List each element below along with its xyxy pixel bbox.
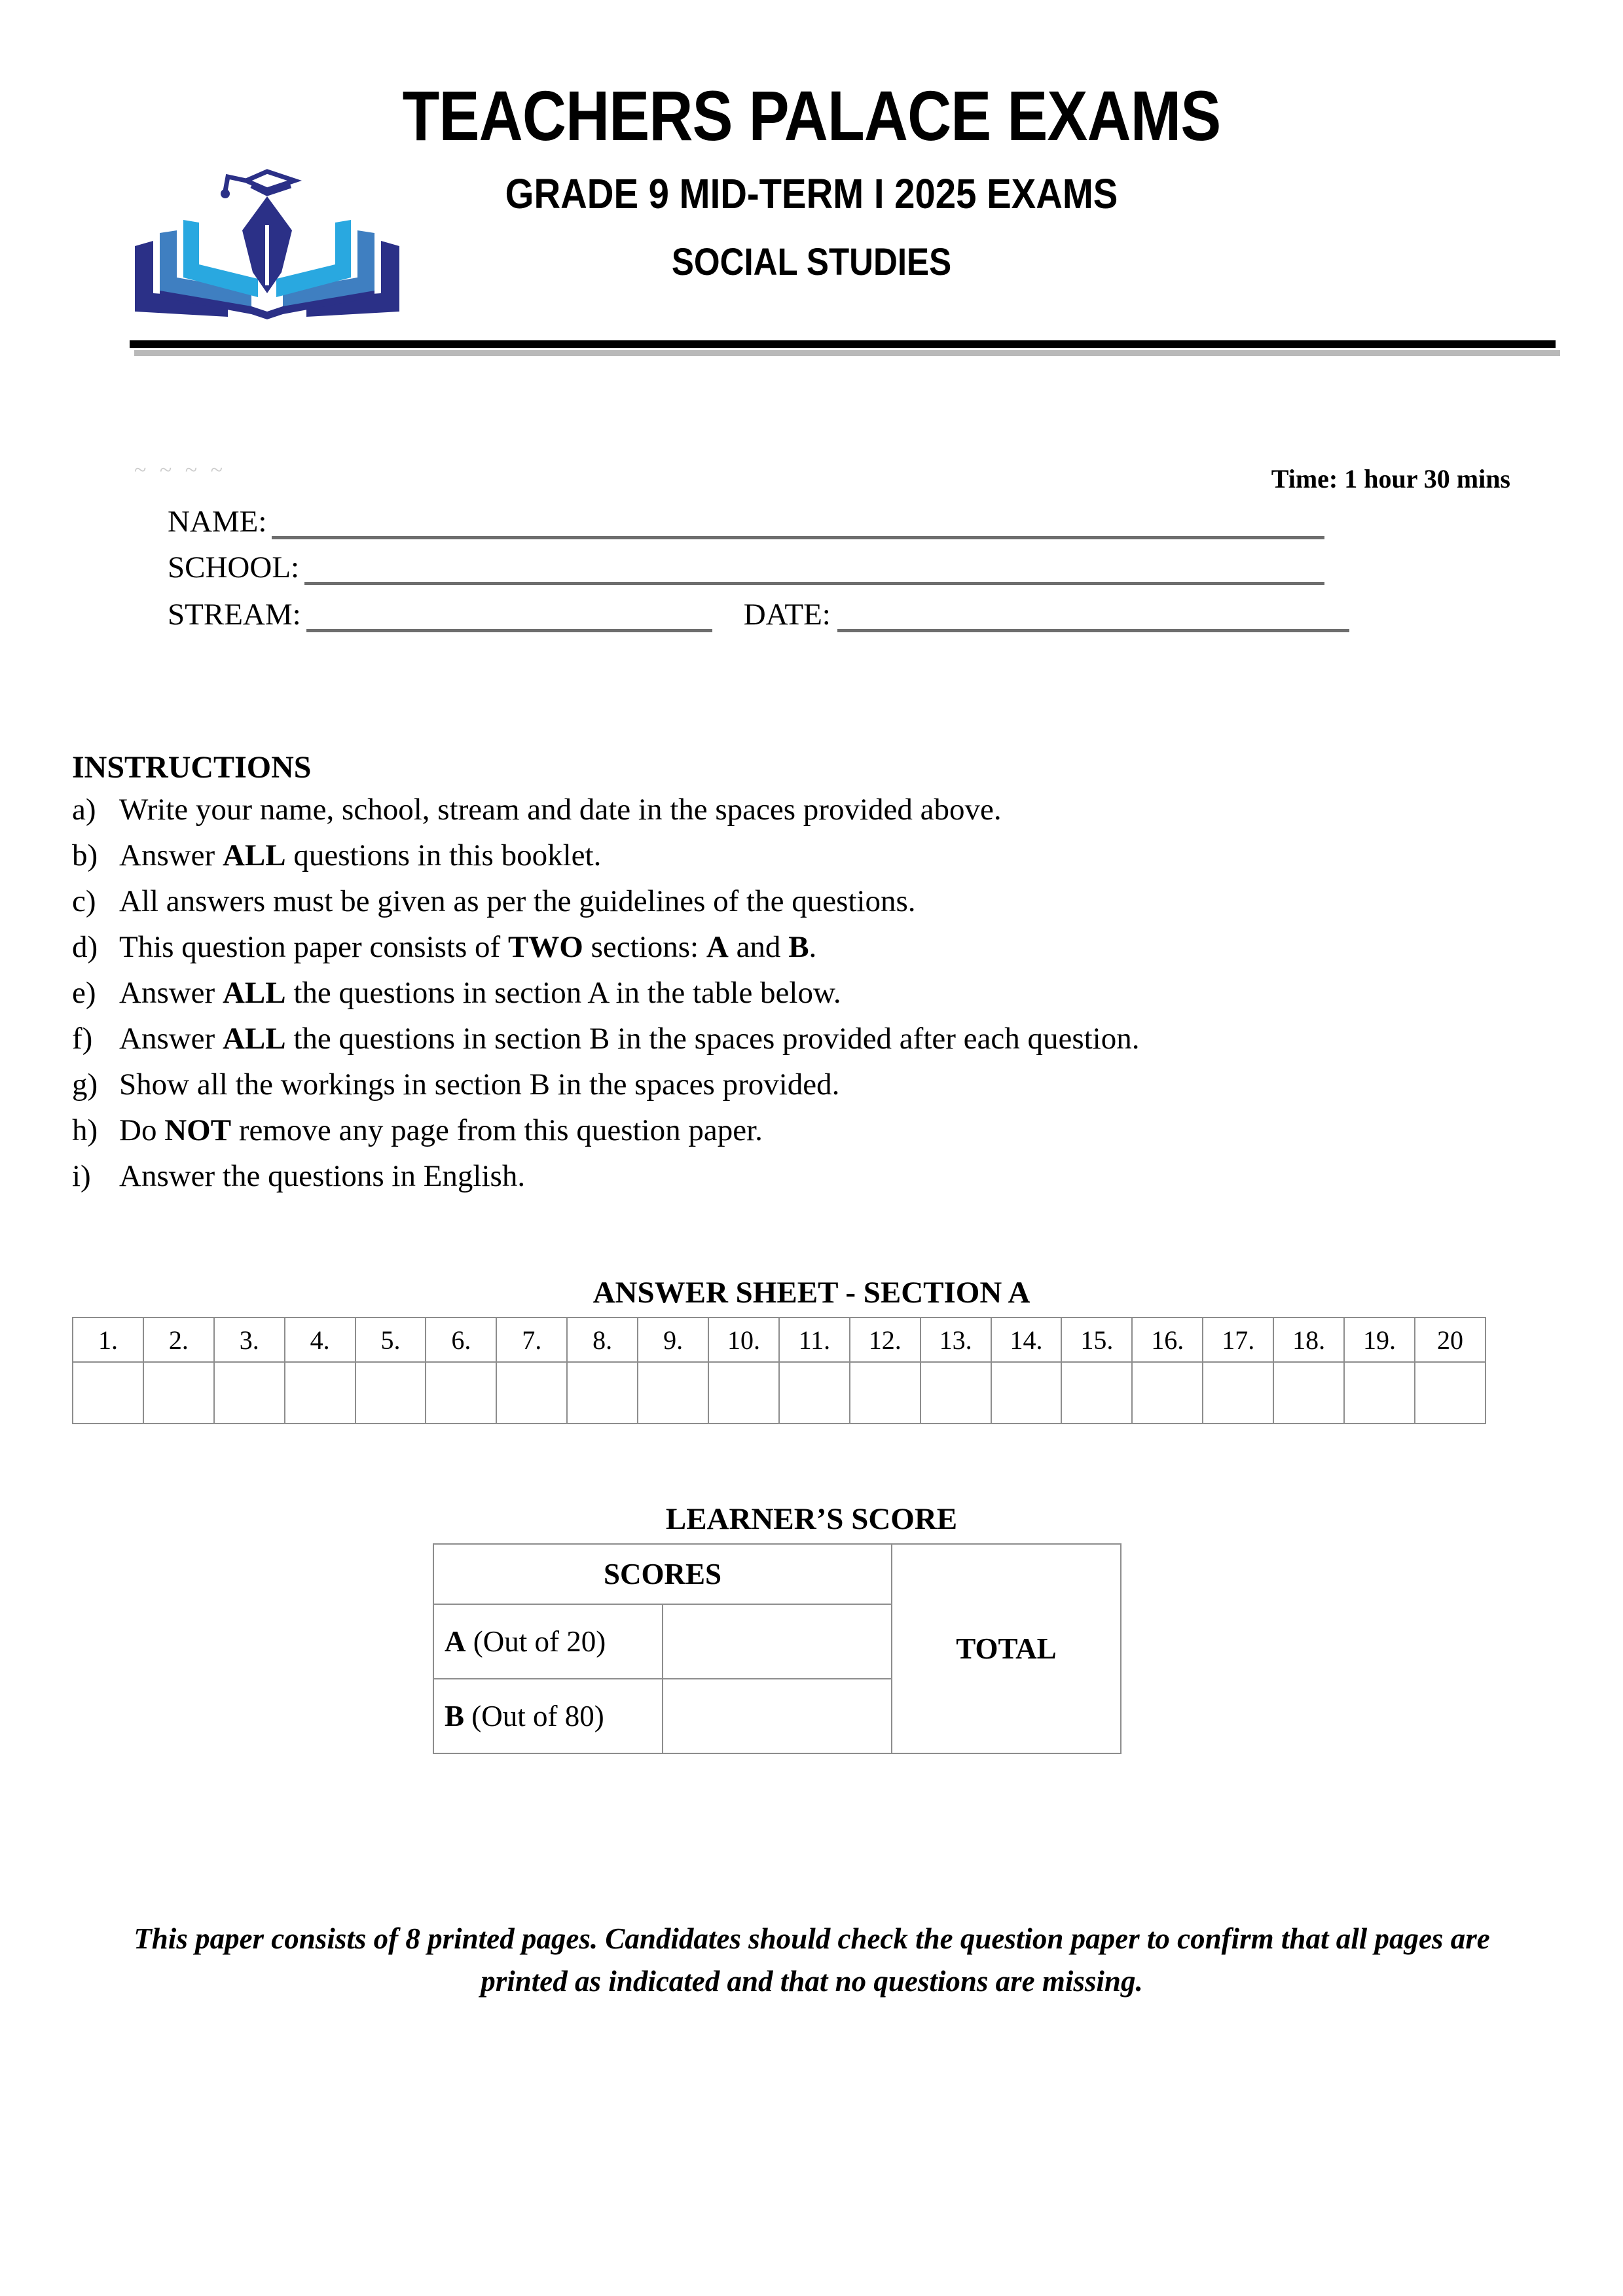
- date-input[interactable]: [837, 603, 1349, 632]
- answer-number-cell: 2.: [143, 1318, 214, 1362]
- name-field-row: [168, 504, 1324, 539]
- instruction-marker: c): [72, 884, 96, 918]
- instruction-text: Answer ALL questions in this booklet.: [119, 838, 602, 872]
- answer-entry-cell[interactable]: [1132, 1362, 1203, 1424]
- page-count-note: This paper consists of 8 printed pages. Candidates should check the question paper to confirm that all pages are printed as indicated and that no questions are missing.: [134, 1922, 1490, 1998]
- section-b-letter: B: [445, 1700, 465, 1732]
- answer-sheet-heading: ANSWER SHEET - SECTION A: [593, 1276, 1030, 1310]
- answer-entry-cell[interactable]: [708, 1362, 779, 1424]
- instruction-text: Answer the questions in English.: [119, 1159, 526, 1193]
- answer-entry-cell[interactable]: [921, 1362, 991, 1424]
- date-label: DATE:: [743, 598, 831, 632]
- stream-date-field-row: [168, 597, 1349, 632]
- instruction-item: [72, 886, 1565, 917]
- section-a-letter: A: [445, 1625, 466, 1658]
- answer-number-cell: 15.: [1061, 1318, 1132, 1362]
- answer-entry-cell[interactable]: [1203, 1362, 1273, 1424]
- open-book-pen-graduation-cap-logo-icon: [130, 162, 405, 332]
- answer-number-cell: 7.: [496, 1318, 567, 1362]
- score-header-row: [433, 1544, 1121, 1604]
- scan-artifact: ~ ~ ~ ~: [134, 458, 227, 480]
- answer-number-cell: 11.: [779, 1318, 850, 1362]
- stream-label: STREAM:: [168, 598, 301, 632]
- total-column-header: TOTAL: [956, 1632, 1057, 1665]
- section-a-max: (Out of 20): [465, 1625, 606, 1658]
- section-b-score-input[interactable]: [663, 1679, 892, 1753]
- section-a-score-input[interactable]: [663, 1604, 892, 1679]
- instruction-item: [72, 1024, 1565, 1054]
- section-a-label: [433, 1604, 663, 1679]
- instruction-marker: f): [72, 1022, 93, 1056]
- instruction-item: [72, 1069, 1565, 1100]
- stream-input[interactable]: [306, 603, 712, 632]
- header-rule-shadow: [134, 350, 1560, 356]
- answer-entry-cell[interactable]: [496, 1362, 567, 1424]
- answer-number-cell: 14.: [991, 1318, 1062, 1362]
- school-field-row: [168, 550, 1324, 585]
- total-score-cell[interactable]: [892, 1544, 1121, 1753]
- answer-entry-cell[interactable]: [214, 1362, 285, 1424]
- instruction-item: [72, 978, 1565, 1009]
- instruction-text: Answer ALL the questions in section B in the spaces provided after each question.: [119, 1022, 1140, 1056]
- answer-number-cell: 9.: [638, 1318, 708, 1362]
- page-title: TEACHERS PALACE EXAMS: [402, 76, 1221, 155]
- answer-entry-cell[interactable]: [356, 1362, 426, 1424]
- instruction-marker: g): [72, 1067, 98, 1102]
- answer-entry-cell[interactable]: [779, 1362, 850, 1424]
- learners-score-heading: LEARNER’S SCORE: [665, 1502, 958, 1536]
- instruction-marker: b): [72, 838, 98, 872]
- answer-number-cell: 20: [1415, 1318, 1486, 1362]
- instruction-marker: d): [72, 930, 98, 964]
- instruction-item: [72, 840, 1565, 871]
- instruction-text: Write your name, school, stream and date in the spaces provided above.: [119, 793, 1002, 827]
- instruction-marker: i): [72, 1159, 91, 1193]
- instruction-text: Do NOT remove any page from this question paper.: [119, 1113, 763, 1147]
- answer-number-cell: 16.: [1132, 1318, 1203, 1362]
- section-b-max: (Out of 80): [464, 1700, 604, 1732]
- exam-subject: SOCIAL STUDIES: [671, 240, 952, 283]
- instruction-item: [72, 1161, 1565, 1192]
- answer-entry-cell[interactable]: [991, 1362, 1062, 1424]
- header-divider: [130, 340, 1556, 348]
- answer-number-cell: 17.: [1203, 1318, 1273, 1362]
- answer-number-cell: 12.: [850, 1318, 921, 1362]
- answer-number-cell: 5.: [356, 1318, 426, 1362]
- answer-entry-cell[interactable]: [73, 1362, 143, 1424]
- answer-number-cell: 4.: [285, 1318, 356, 1362]
- exam-subtitle: GRADE 9 MID-TERM I 2025 EXAMS: [505, 170, 1118, 218]
- exam-duration: Time: 1 hour 30 mins: [1271, 464, 1510, 493]
- answer-entry-cell[interactable]: [1344, 1362, 1415, 1424]
- instruction-item: [72, 795, 1565, 825]
- answer-number-cell: 19.: [1344, 1318, 1415, 1362]
- instruction-text: Show all the workings in section B in the spaces provided.: [119, 1067, 840, 1102]
- section-b-label: [433, 1679, 663, 1753]
- answer-number-cell: 6.: [426, 1318, 496, 1362]
- answer-number-cell: 10.: [708, 1318, 779, 1362]
- answer-number-cell: 13.: [921, 1318, 991, 1362]
- instruction-marker: e): [72, 976, 96, 1010]
- name-input[interactable]: [272, 510, 1324, 539]
- answer-entry-cell[interactable]: [1061, 1362, 1132, 1424]
- name-label: NAME:: [168, 505, 267, 539]
- school-label: SCHOOL:: [168, 550, 300, 584]
- answer-number-cell: 18.: [1273, 1318, 1344, 1362]
- scores-column-header: SCORES: [433, 1544, 892, 1604]
- answer-number-cell: 3.: [214, 1318, 285, 1362]
- page-header: [0, 0, 1623, 340]
- answer-entry-cell[interactable]: [143, 1362, 214, 1424]
- instructions-list: [72, 795, 1565, 1192]
- instruction-marker: h): [72, 1113, 98, 1147]
- answer-entry-cell[interactable]: [638, 1362, 708, 1424]
- instructions-heading: INSTRUCTIONS: [72, 750, 312, 785]
- answer-number-cell: 8.: [567, 1318, 638, 1362]
- instruction-item: [72, 932, 1565, 963]
- learners-score-table: [433, 1543, 1122, 1754]
- instruction-marker: a): [72, 793, 96, 827]
- answer-sheet-table: [72, 1317, 1486, 1424]
- answer-number-row: [73, 1318, 1486, 1362]
- instruction-text: All answers must be given as per the guidelines of the questions.: [119, 884, 916, 918]
- instruction-text: This question paper consists of TWO sections: A and B.: [119, 930, 817, 964]
- instruction-text: Answer ALL the questions in section A in the table below.: [119, 976, 841, 1010]
- answer-entry-cell[interactable]: [426, 1362, 496, 1424]
- school-input[interactable]: [304, 556, 1324, 585]
- answer-entry-cell[interactable]: [1415, 1362, 1486, 1424]
- answer-entry-cell[interactable]: [850, 1362, 921, 1424]
- answer-entry-cell[interactable]: [567, 1362, 638, 1424]
- answer-entry-cell[interactable]: [285, 1362, 356, 1424]
- instruction-item: [72, 1115, 1565, 1146]
- answer-entry-row: [73, 1362, 1486, 1424]
- answer-entry-cell[interactable]: [1273, 1362, 1344, 1424]
- instructions-section: [72, 749, 1565, 1207]
- answer-number-cell: 1.: [73, 1318, 143, 1362]
